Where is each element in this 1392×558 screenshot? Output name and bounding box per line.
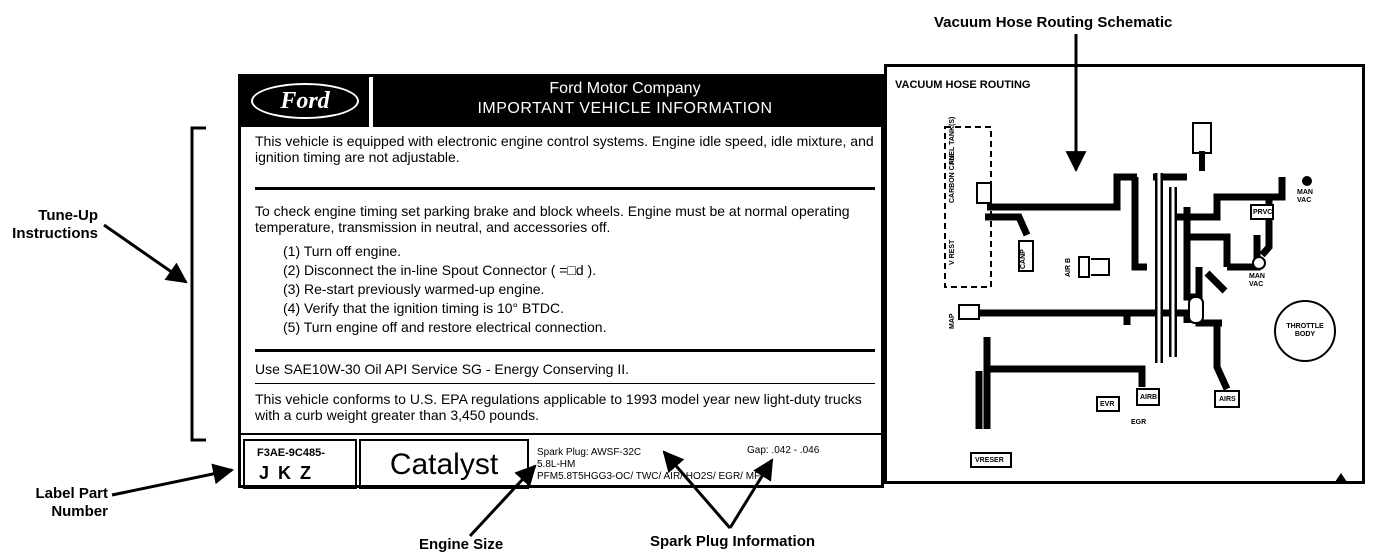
spark-plug-callout: Spark Plug Information	[650, 533, 816, 550]
label-part-number-box	[243, 439, 357, 489]
tune-up-callout-line2: Instructions	[12, 225, 98, 242]
throttle-body-label: THROTTLE BODY	[1286, 323, 1324, 338]
vehicle-info-label	[238, 74, 884, 488]
control-systems-text: This vehicle is equipped with electronic engine control systems. Engine idle speed, idle mixture, and ignition timing are not adjustable.	[255, 133, 874, 165]
divider	[255, 349, 875, 352]
vreser-label: VRESER	[975, 457, 1004, 464]
man-vac-label-1: MAN VAC	[1297, 189, 1313, 204]
egr-label: EGR	[1131, 419, 1147, 426]
carbon-can-label: CARBON CAN	[949, 155, 956, 203]
engine-size-callout: Engine Size	[419, 536, 504, 553]
gap-text: Gap: .042 - .046	[747, 445, 820, 456]
engine-family-text: PFM5.8T5HGG3-OC/ TWC/ AIR/ HO2S/ EGR/ MFI	[537, 471, 763, 482]
map-label: MAP	[949, 313, 956, 329]
airs-label: AIRS	[1219, 396, 1236, 403]
airb-label: AIRB	[1140, 394, 1158, 401]
step-item: (5) Turn engine off and restore electrical connection.	[283, 319, 607, 335]
catalyst-text: Catalyst	[389, 448, 499, 481]
fuel-tank-label: FUEL TANK(S)	[949, 116, 956, 165]
vacuum-schematic	[887, 67, 1362, 481]
catalyst-box	[359, 439, 529, 489]
part-number: F3AE-9C485-	[257, 447, 325, 459]
engine-info-box	[537, 439, 879, 489]
canp-label: CANP	[1020, 249, 1027, 269]
vacuum-hose-panel	[884, 64, 1365, 484]
engine-size-text: 5.8L-HM	[537, 459, 576, 470]
company-name: Ford Motor Company	[549, 80, 701, 97]
prvc-label: PRVC	[1253, 209, 1273, 216]
step-item: (3) Re-start previously warmed-up engine.	[283, 281, 545, 297]
timing-instructions-text: To check engine timing set parking brake and block wheels. Engine must be at normal operating temperature, transmission in neutral, and accessories off.	[255, 203, 850, 235]
part-code: J K Z	[259, 463, 314, 483]
label-subtitle: IMPORTANT VEHICLE INFORMATION	[477, 100, 773, 117]
spark-plug-text: Spark Plug: AWSF-32C	[537, 447, 642, 458]
evr-label: EVR	[1100, 401, 1115, 408]
divider	[255, 383, 875, 384]
label-part-callout-line1: Label Part	[35, 485, 108, 502]
divider	[241, 433, 881, 435]
header-divider	[369, 77, 373, 127]
divider	[255, 187, 875, 190]
epa-text: This vehicle conforms to U.S. EPA regulations applicable to 1993 model year new light-duty trucks with a curb weight greater than 3,450 pounds.	[255, 391, 862, 423]
step-item: (1) Turn off engine.	[283, 243, 402, 259]
vacuum-schematic-callout: Vacuum Hose Routing Schematic	[934, 14, 1173, 31]
tune-up-steps	[283, 243, 863, 338]
step-item: (4) Verify that the ignition timing is 10° BTDC.	[283, 300, 565, 316]
vacuum-title: VACUUM HOSE ROUTING	[895, 79, 1031, 91]
oil-spec-text: Use SAE10W-30 Oil API Service SG - Energy Conserving II.	[255, 361, 630, 377]
v-rest-label: V REST	[949, 239, 956, 265]
ford-logo: Ford	[251, 83, 359, 119]
air-b-label: AIR B	[1065, 257, 1072, 277]
label-header	[241, 77, 881, 127]
man-vac-label-2: MAN VAC	[1249, 273, 1265, 288]
tune-up-callout-line1: Tune-Up	[38, 207, 98, 224]
step-item: (2) Disconnect the in-line Spout Connector ( =□d ).	[283, 262, 597, 278]
label-part-callout-line2: Number	[51, 503, 108, 520]
